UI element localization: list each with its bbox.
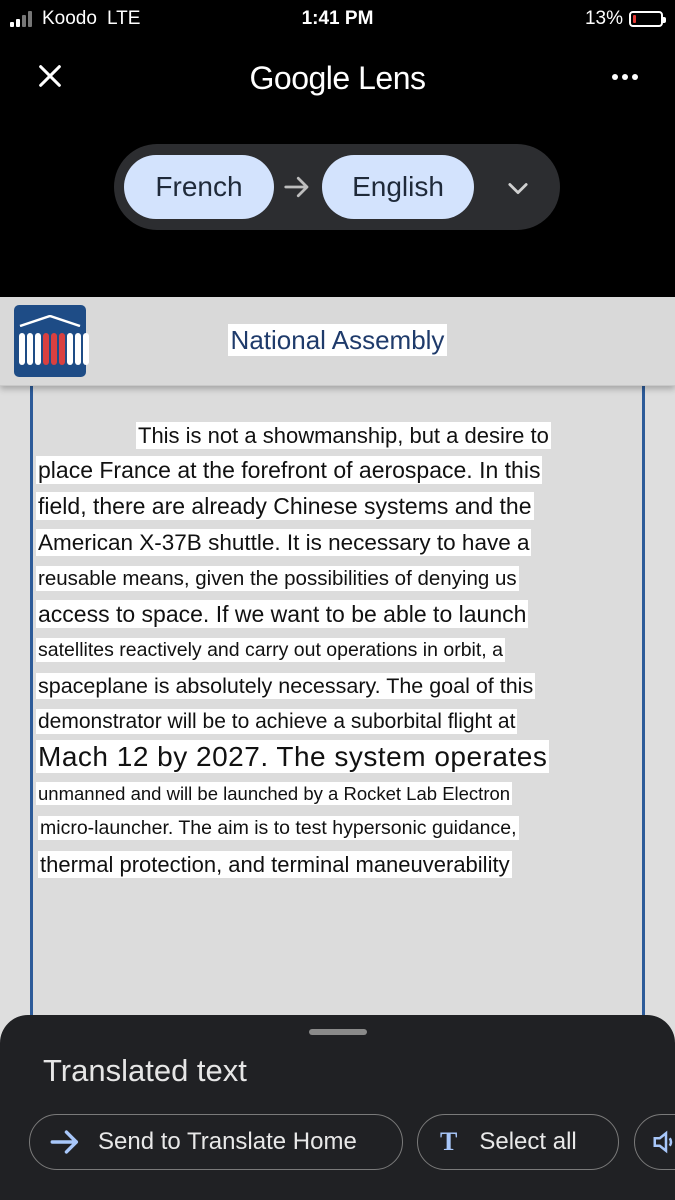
text-line: American X-37B shuttle. It is necessary to have a bbox=[38, 530, 530, 555]
drag-handle[interactable] bbox=[309, 1029, 367, 1035]
text-line: This is not a showmanship, but a desire to bbox=[138, 423, 549, 448]
text-line: spaceplane is absolutely necessary. The goal of this bbox=[38, 674, 534, 698]
document-heading: National Assembly bbox=[228, 324, 448, 356]
text-line: place France at the forefront of aerospace. In this bbox=[38, 457, 541, 483]
text-line: thermal protection, and terminal maneuverability bbox=[40, 852, 510, 877]
target-language-button[interactable]: English bbox=[322, 155, 474, 219]
source-language-button[interactable]: French bbox=[124, 155, 274, 219]
select-all-label: Select all bbox=[479, 1128, 577, 1155]
send-to-translate-button[interactable] bbox=[29, 1114, 403, 1170]
battery-percent: 13% bbox=[584, 8, 623, 29]
sheet-title: Translated text bbox=[43, 1053, 247, 1088]
language-selector bbox=[114, 144, 560, 230]
text-line: access to space. If we want to be able to launch bbox=[38, 601, 527, 627]
speaker-icon bbox=[651, 1127, 675, 1157]
text-line: reusable means, given the possibilities of denying us bbox=[38, 567, 517, 590]
arrow-right-icon bbox=[282, 172, 312, 202]
app-title: Google Lens bbox=[249, 60, 426, 96]
text-select-icon: T bbox=[440, 1127, 458, 1156]
text-line: unmanned and will be launched by a Rocket Lab Electron bbox=[38, 783, 511, 804]
bottom-sheet bbox=[0, 1015, 675, 1200]
carrier: Koodo bbox=[42, 8, 97, 29]
arrow-right-icon bbox=[48, 1125, 82, 1159]
status-bar bbox=[0, 0, 675, 40]
clock: 1:41 PM bbox=[301, 8, 374, 29]
select-all-button[interactable] bbox=[417, 1114, 619, 1170]
app-header bbox=[0, 40, 675, 115]
battery-icon bbox=[629, 11, 663, 27]
document-header bbox=[0, 297, 675, 386]
network-type: LTE bbox=[106, 8, 141, 29]
chevron-down-icon[interactable] bbox=[496, 166, 540, 210]
text-line: field, there are already Chinese systems and the bbox=[38, 493, 532, 519]
text-line: Mach 12 by 2027. The system operates bbox=[38, 741, 548, 772]
listen-button[interactable] bbox=[634, 1114, 675, 1170]
send-to-translate-label: Send to Translate Home bbox=[98, 1128, 357, 1155]
text-line: micro-launcher. The aim is to test hypersonic guidance, bbox=[40, 817, 517, 839]
text-line: satellites reactively and carry out operations in orbit, a bbox=[38, 639, 503, 661]
text-line: demonstrator will be to achieve a suborbital flight at bbox=[38, 710, 516, 733]
more-options-icon[interactable] bbox=[605, 62, 645, 92]
